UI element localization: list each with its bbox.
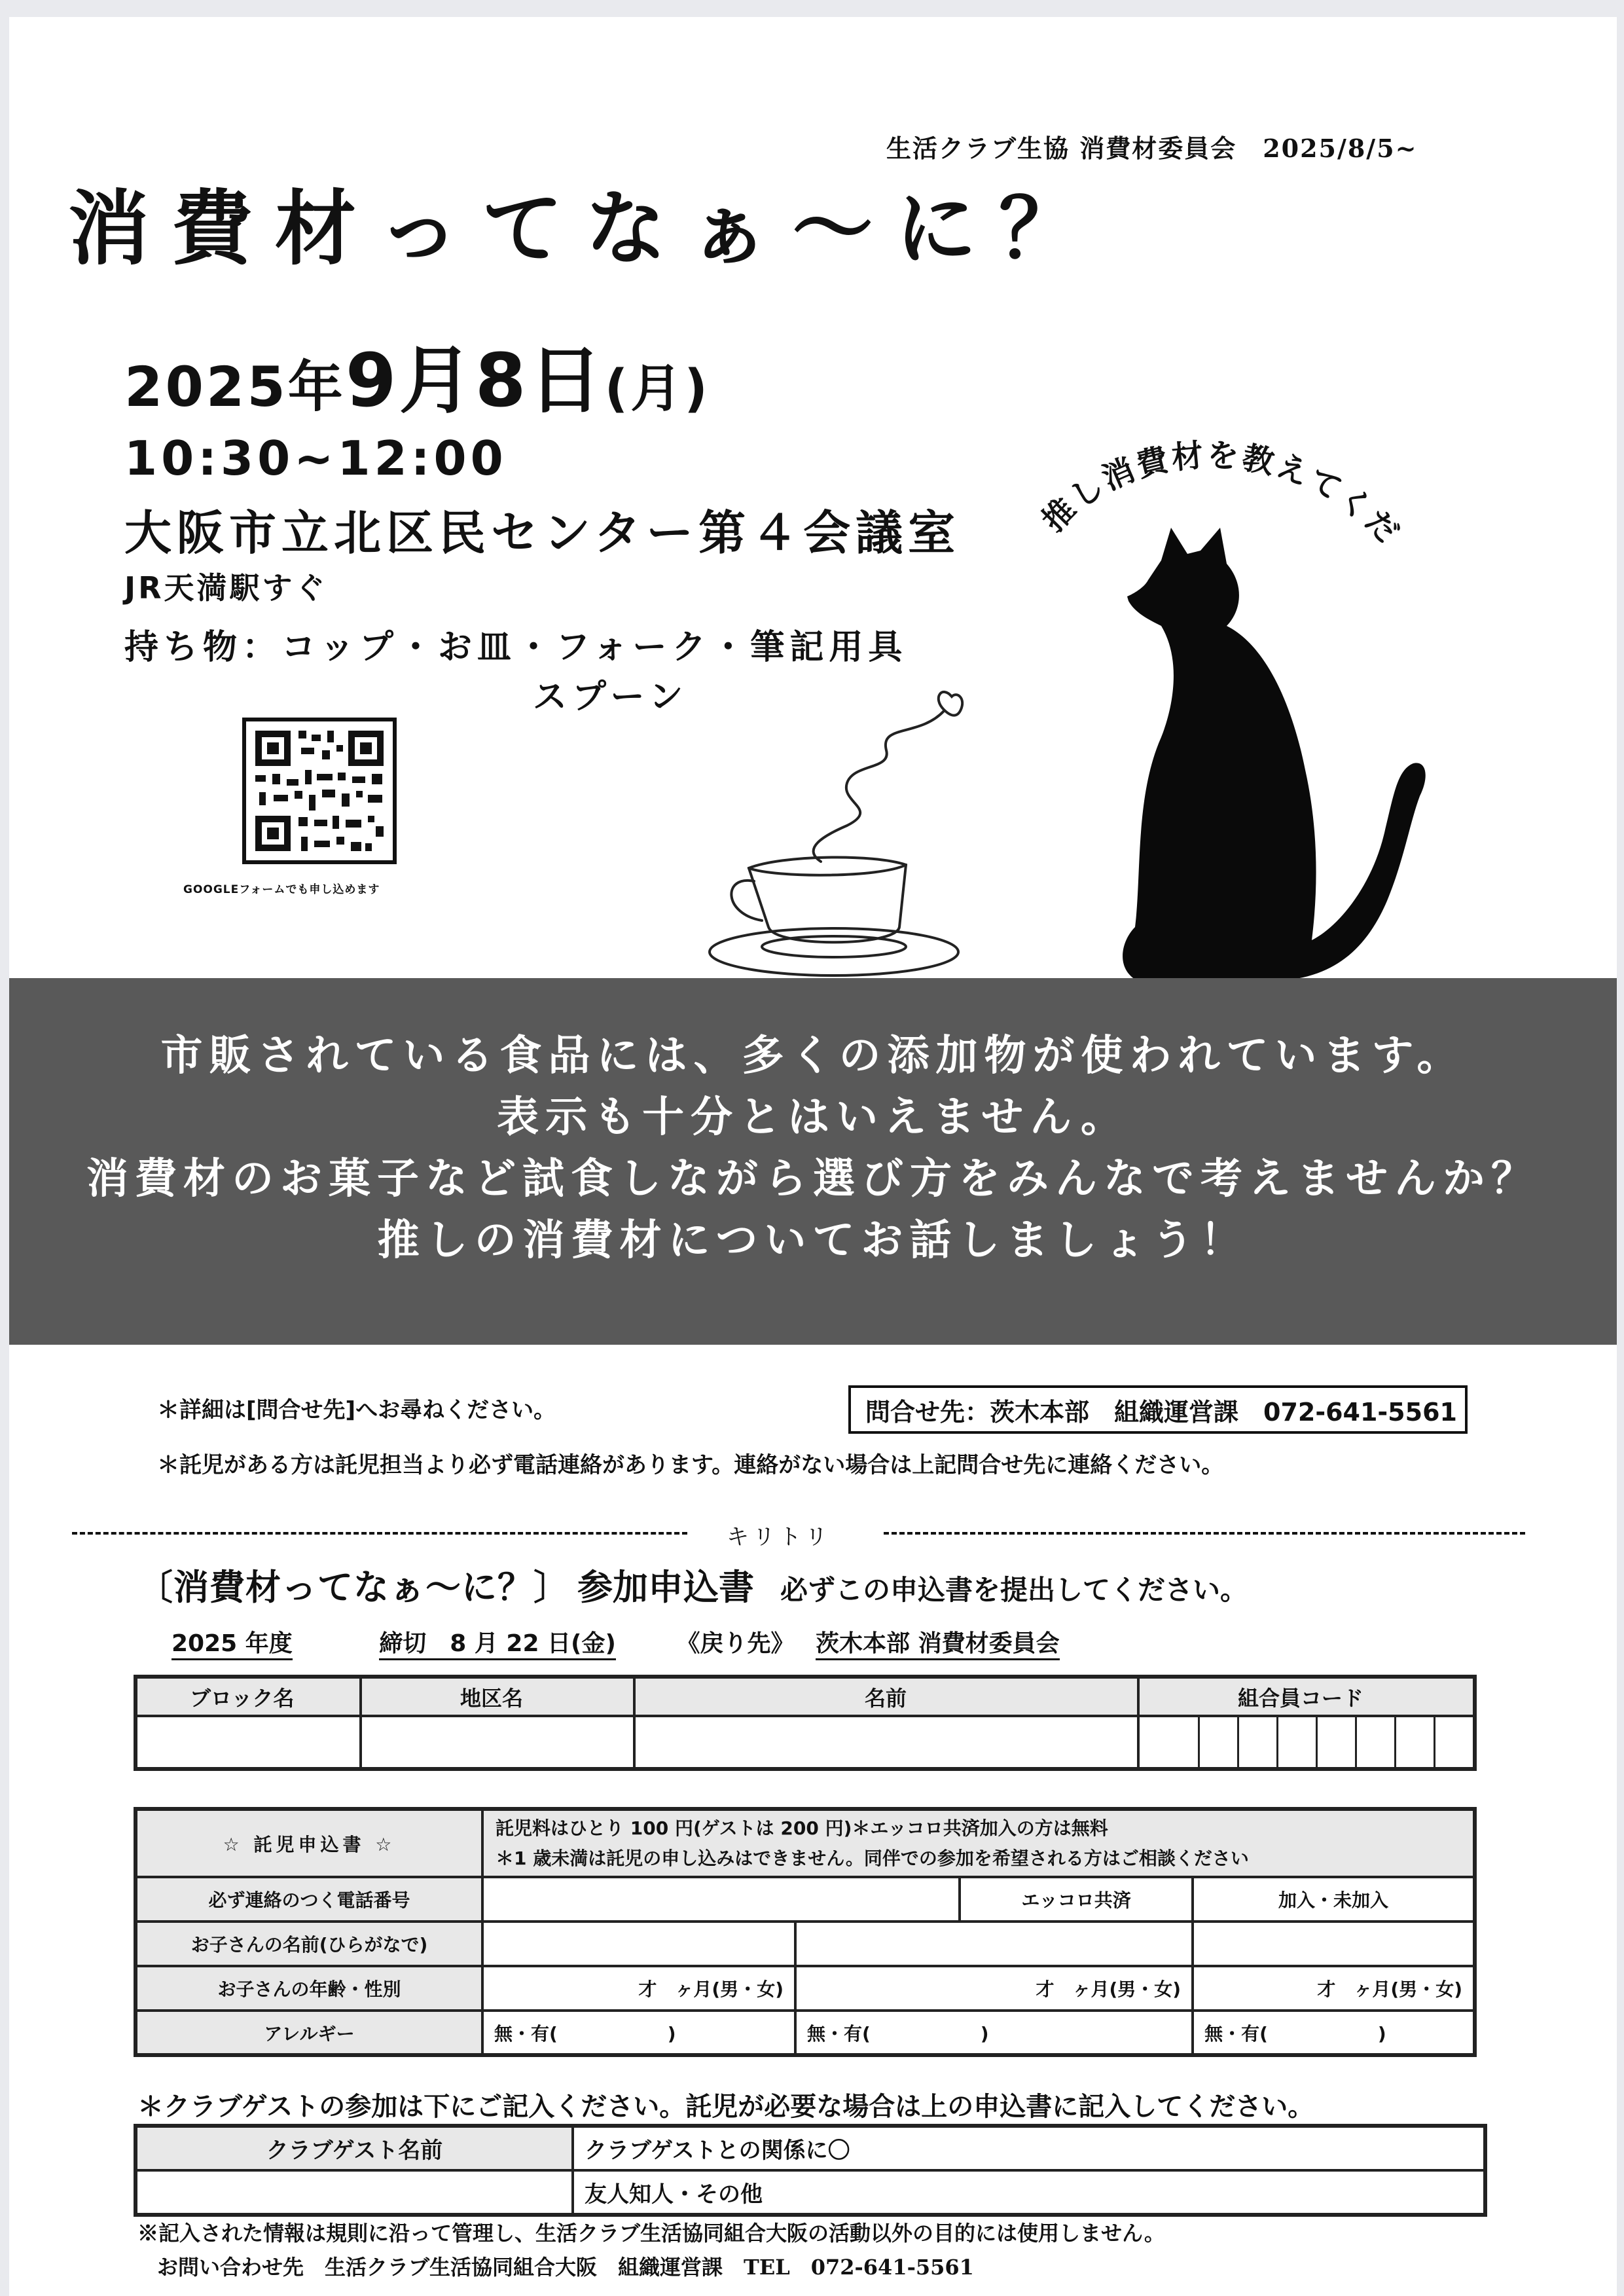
form-title-main: 参加申込書 <box>577 1567 754 1608</box>
application-table <box>134 1675 1477 1771</box>
block-field[interactable] <box>135 1716 361 1769</box>
form-subhead <box>171 1625 1060 1660</box>
name-field[interactable] <box>634 1716 1138 1769</box>
childcare-fee <box>482 1809 1475 1877</box>
phone-label: 必ず連絡のつく電話番号 <box>135 1877 482 1922</box>
event-weekday: (月) <box>604 359 710 418</box>
member-code-field[interactable] <box>1138 1716 1475 1769</box>
ekkoro-label: エッコロ共済 <box>960 1877 1193 1922</box>
form-title-event: 〔消費材ってなぁ～に？〕 <box>137 1567 569 1608</box>
banner-text <box>9 1025 1617 1271</box>
footer-contact: お問い合わせ先 生活クラブ生活協同組合大阪 組織運営課 TEL 072-641-5561 <box>157 2255 974 2280</box>
event-month-day: 9月8日 <box>345 338 605 424</box>
childcare-note: ＊託児がある方は託児担当より必ず電話連絡があります。連絡がない場合は上記問合せ先に連絡ください。 <box>157 1452 1224 1478</box>
form-title-instruction: 必ずこの申込書を提出してください。 <box>780 1574 1248 1606</box>
col-block: ブロック名 <box>135 1677 361 1716</box>
allergy-field-3[interactable]: 無・有( ) <box>1193 2011 1475 2055</box>
guest-note: ＊クラブゲストの参加は下にご記入ください。託児が必要な場合は上の申込書に記入してください。 <box>137 2092 1314 2122</box>
cut-label: キリトリ <box>727 1524 831 1550</box>
phone-field[interactable] <box>482 1877 960 1922</box>
child-age-label: お子さんの年齢・性別 <box>135 1966 482 2011</box>
guest-table <box>134 2124 1487 2217</box>
allergy-field-2[interactable]: 無・有( ) <box>795 2011 1193 2055</box>
guest-name-field[interactable] <box>135 2170 573 2215</box>
child-age-field-3[interactable]: 才 ヶ月(男・女) <box>1193 1966 1475 2011</box>
childcare-fee-2: ＊1 歳未満は託児の申し込みはできません。同伴での参加を希望される方はご相談ください <box>496 1847 1249 1869</box>
guest-relation-option[interactable]: 友人知人・その他 <box>573 2170 1485 2215</box>
child-age-field-1[interactable]: 才 ヶ月(男・女) <box>482 1966 795 2011</box>
dashed-line <box>72 1532 687 1535</box>
coffee-cup-illustration <box>683 678 998 982</box>
allergy-label: アレルギー <box>135 2011 482 2055</box>
col-district: 地区名 <box>361 1677 634 1716</box>
guest-name-label: クラブゲスト名前 <box>135 2126 573 2170</box>
items-to-bring-2: スプーン <box>533 678 689 717</box>
child-name-label: お子さんの名前(ひらがなで) <box>135 1922 482 1966</box>
banner-line: 消費材のお菓子など試食しながら選び方をみんなで考えませんか？ <box>86 1155 1540 1203</box>
guest-relation-label: クラブゲストとの関係に〇 <box>573 2126 1485 2170</box>
event-venue: 大阪市立北区民センター第４会議室 <box>124 505 961 560</box>
deadline: 締切 8 月 22 日(金) <box>379 1625 616 1660</box>
banner-line: 推しの消費材についてお話しましょう！ <box>377 1216 1249 1265</box>
child-age-field-2[interactable]: 才 ヶ月(男・女) <box>795 1966 1193 2011</box>
event-time: 10:30~12:00 <box>124 431 507 486</box>
event-year: 2025年 <box>124 355 346 419</box>
privacy-note: ※記入された情報は規則に沿って管理し、生活クラブ生活協同組合大阪の活動以外の目的には使用しません。 <box>137 2221 1165 2246</box>
banner-line: 市販されている食品には、多くの添加物が使われています。 <box>160 1032 1466 1080</box>
col-name: 名前 <box>634 1677 1138 1716</box>
child-name-field-2[interactable] <box>795 1922 1193 1966</box>
cat-illustration <box>1030 429 1502 1008</box>
col-member-code: 組合員コード <box>1138 1677 1475 1716</box>
detail-note: ＊詳細は[問合せ先]へお尋ねください。 <box>157 1397 556 1423</box>
page-title: 消費材ってなぁ～に？ <box>68 182 1103 276</box>
cut-line <box>72 1519 1512 1550</box>
childcare-title: ☆ 託児申込書 ☆ <box>135 1809 482 1877</box>
childcare-table <box>134 1807 1477 2057</box>
child-name-field-1[interactable] <box>482 1922 795 1966</box>
code-digit-cells <box>1140 1717 1473 1767</box>
ekkoro-option[interactable]: 加入・未加入 <box>1193 1877 1475 1922</box>
dashed-line <box>884 1532 1525 1535</box>
banner-line: 表示も十分とはいえません。 <box>497 1093 1129 1142</box>
event-date <box>124 338 710 424</box>
qr-note: GOOGLEフォームでも申し込めます <box>183 883 380 896</box>
flyer-page <box>9 17 1617 2296</box>
allergy-field-1[interactable]: 無・有( ) <box>482 2011 795 2055</box>
event-access: JR天満駅すぐ <box>124 570 328 606</box>
fiscal-year: 2025 年度 <box>171 1625 293 1660</box>
return-to: 茨木本部 消費材委員会 <box>816 1625 1060 1660</box>
district-field[interactable] <box>361 1716 634 1769</box>
header-org: 生活クラブ生協 消費材委員会 2025/8/5~ <box>886 134 1418 163</box>
child-name-field-3[interactable] <box>1193 1922 1475 1966</box>
items-to-bring: 持ち物：コップ・お皿・フォーク・筆記用具 <box>124 628 908 667</box>
contact-box: 問合せ先：茨木本部 組織運営課 072-641-5561 <box>848 1385 1468 1434</box>
form-title <box>137 1559 1248 1610</box>
return-label: 《戻り先》 <box>676 1630 795 1657</box>
cat-caption: 推し消費材を教えてくだ <box>1035 437 1408 553</box>
qr-code[interactable] <box>242 718 397 864</box>
childcare-fee-1: 託児料はひとり 100 円(ゲストは 200 円)＊エッコロ共済加入の方は無料 <box>496 1817 1108 1839</box>
